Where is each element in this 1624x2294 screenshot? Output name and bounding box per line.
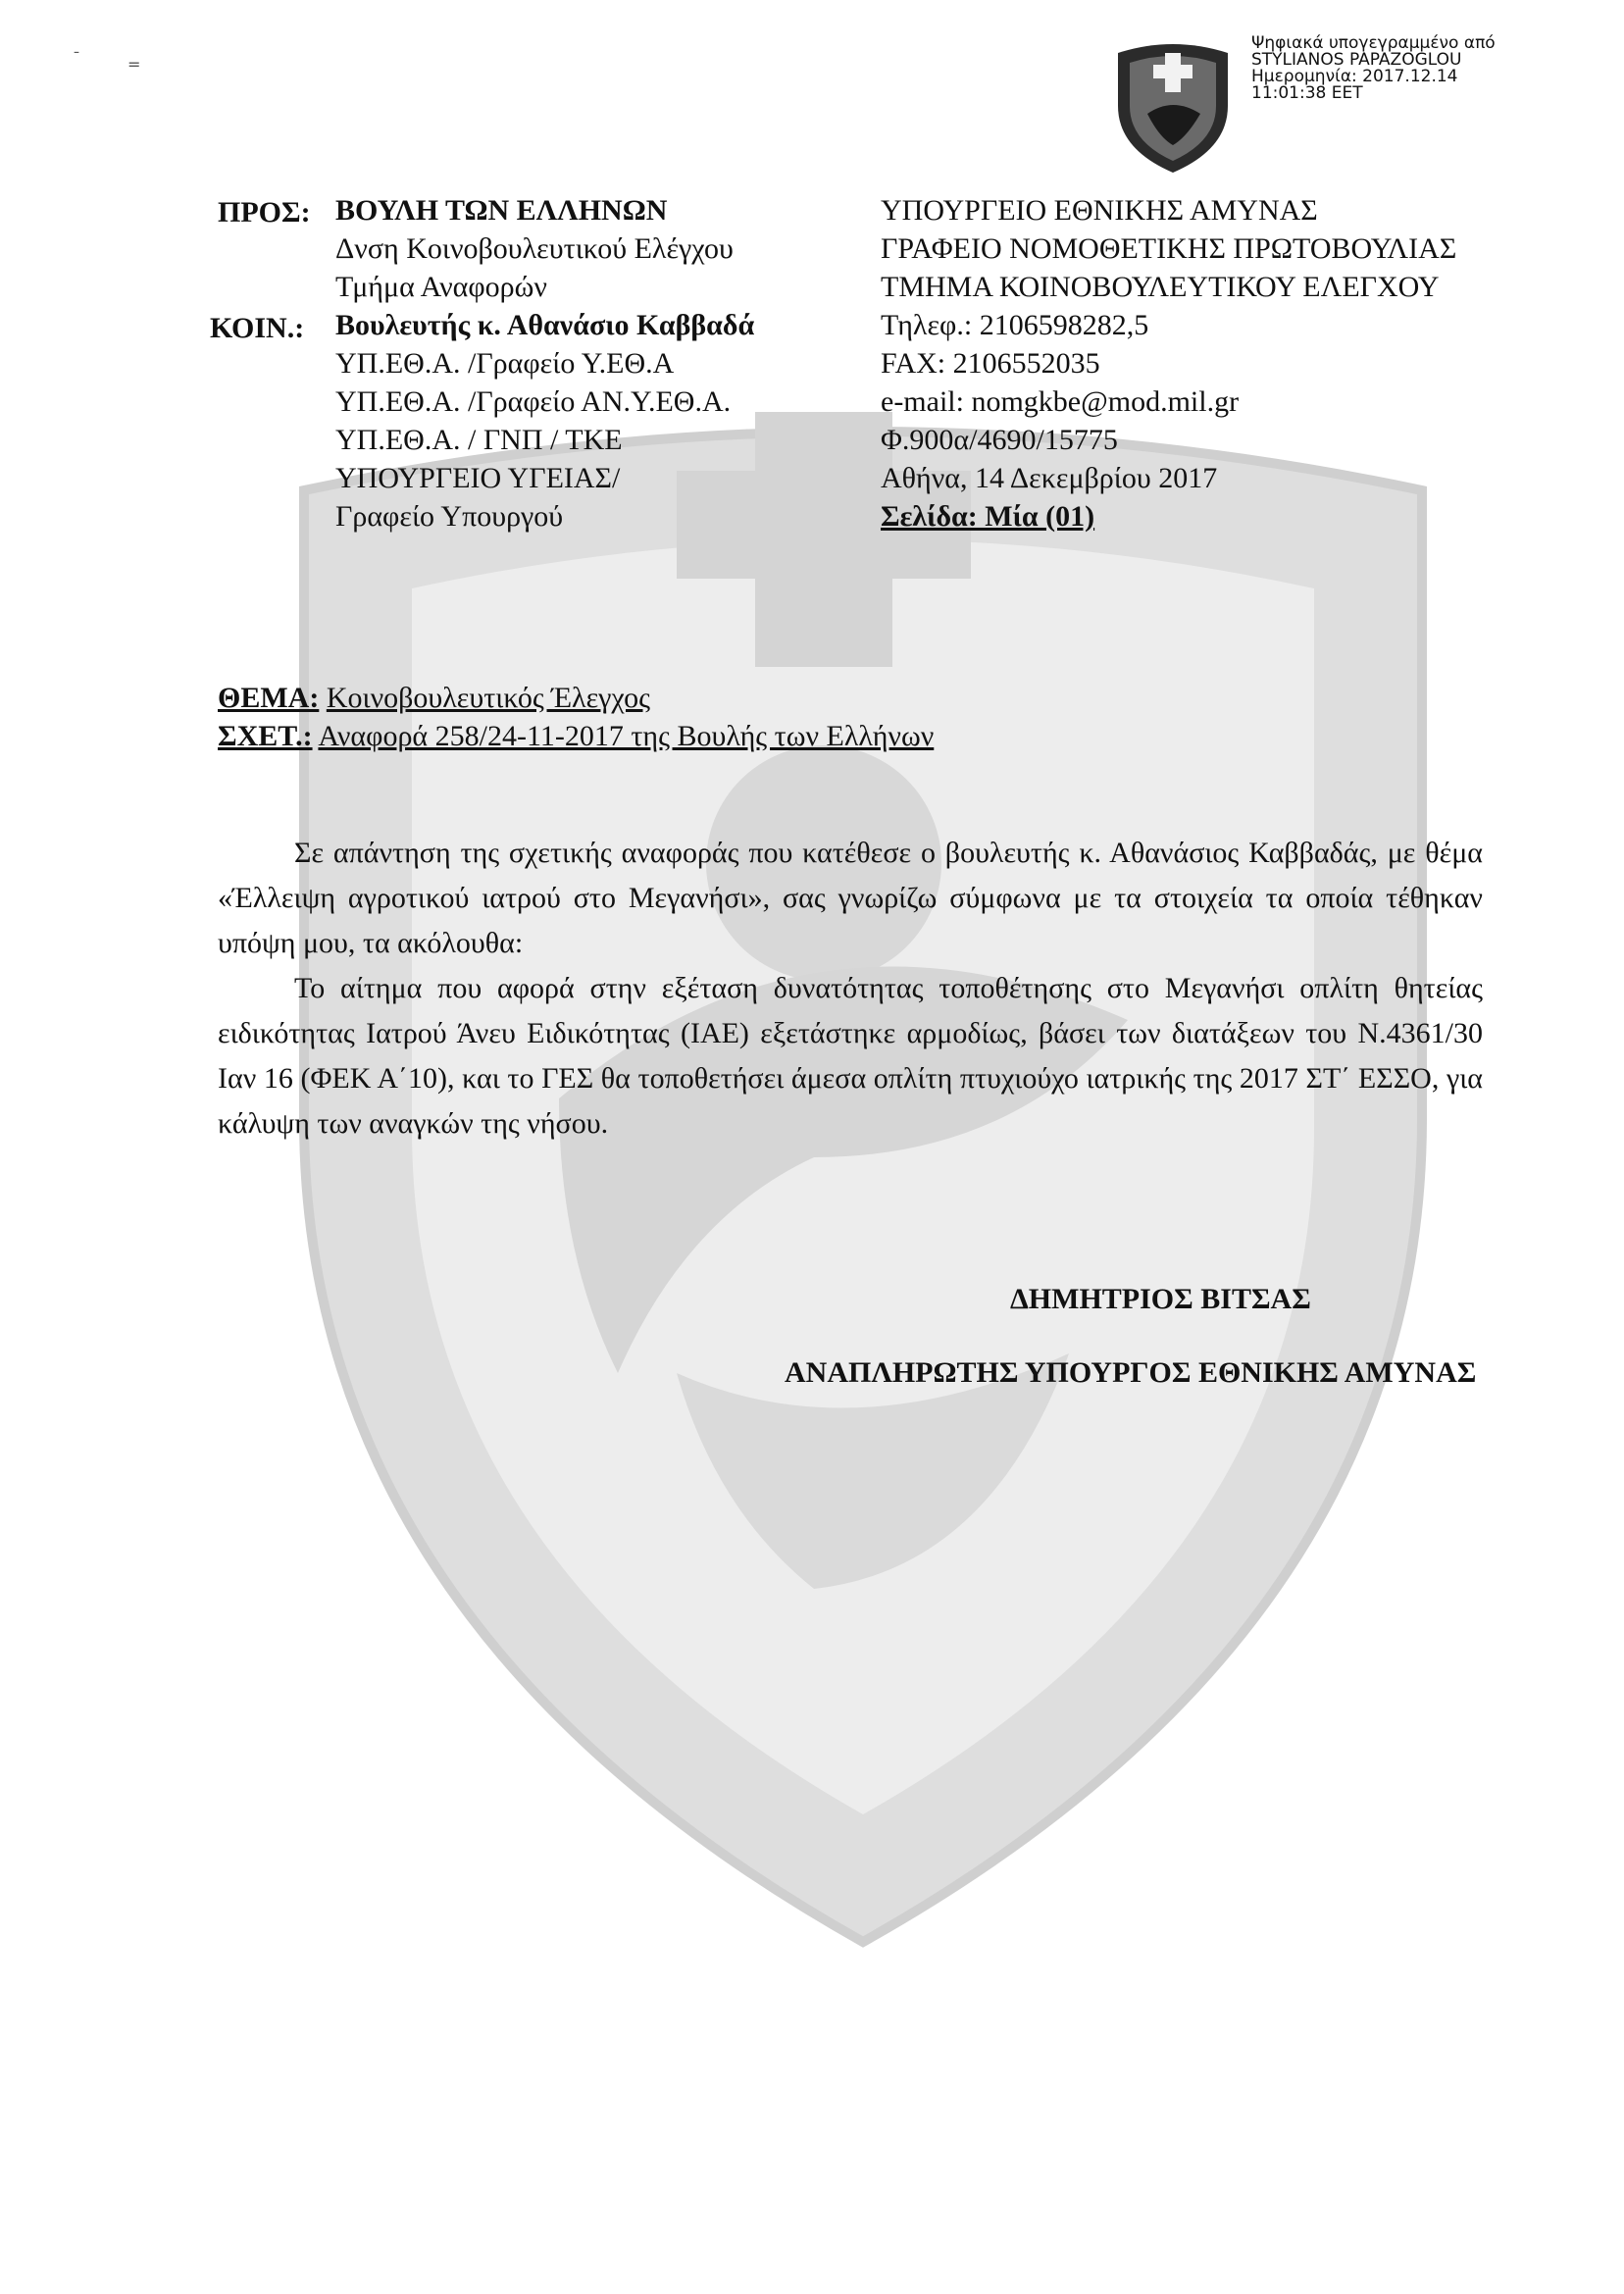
cc-line-6: Γραφείο Υπουργού xyxy=(335,500,564,533)
signature-line-3: Ημερομηνία: 2017.12.14 xyxy=(1251,67,1458,86)
body-paragraph-1: Σε απάντηση της σχετικής αναφοράς που κατέθεσε ο βουλευτής κ. Αθανάσιος Καββαδάς, με θέμα «Έλλειψη αγροτικού ιατρού στο Μεγανήσι», σας γνωρίζω σύμφωνα με τα στοιχεία τα οποία τέθηκαν υπόψη μου, τα ακόλουθα: xyxy=(218,837,1483,959)
ministry-emblem-watermark xyxy=(265,412,1461,1971)
signature-line-4: 11:01:38 EET xyxy=(1251,83,1363,103)
signature-line-1: Ψηφιακά υπογεγραμμένο από xyxy=(1251,33,1496,53)
recipients-block xyxy=(335,191,754,535)
sender-block xyxy=(881,191,1456,535)
sender-date: Αθήνα, 14 Δεκεμβρίου 2017 xyxy=(881,462,1218,494)
reference-row xyxy=(218,720,934,753)
to-label: ΠΡΟΣ: xyxy=(218,196,311,229)
sender-office: ΓΡΑΦΕΙΟ ΝΟΜΟΘΕΤΙΚΗΣ ΠΡΩΤΟΒΟΥΛΙΑΣ xyxy=(881,232,1457,265)
digital-signature-seal-icon xyxy=(1110,35,1236,175)
sender-ministry: ΥΠΟΥΡΓΕΙΟ ΕΘΝΙΚΗΣ ΑΜΥΝΑΣ xyxy=(881,194,1318,227)
cc-line-5: ΥΠΟΥΡΓΕΙΟ ΥΓΕΙΑΣ/ xyxy=(335,462,621,494)
signature-line-2: STYLIANOS PAPAZOGLOU xyxy=(1251,50,1462,70)
body-text xyxy=(218,831,1483,1147)
reference-label: ΣΧΕΤ.: xyxy=(218,720,313,752)
digital-signature-text xyxy=(1251,35,1496,102)
subject-row xyxy=(218,682,650,715)
signer-name: ΔΗΜΗΤΡΙΟΣ ΒΙΤΣΑΣ xyxy=(1010,1283,1311,1315)
cc-line-3: ΥΠ.ΕΘ.Α. /Γραφείο ΑΝ.Υ.ΕΘ.Α. xyxy=(335,385,732,418)
sender-email: e-mail: nomgkbe@mod.mil.gr xyxy=(881,385,1240,418)
cc-line-4: ΥΠ.ΕΘ.Α. / ΓΝΠ / ΤΚΕ xyxy=(335,424,623,456)
cc-label: ΚΟΙΝ.: xyxy=(210,312,305,344)
to-line-1: ΒΟΥΛΗ ΤΩΝ ΕΛΛΗΝΩΝ xyxy=(335,194,668,227)
cc-line-1: Βουλευτής κ. Αθανάσιο Καββαδά xyxy=(335,309,755,341)
subject-label: ΘΕΜΑ: xyxy=(218,682,320,714)
sender-section: ΤΜΗΜΑ ΚΟΙΝΟΒΟΥΛΕΥΤΙΚΟΥ ΕΛΕΓΧΟΥ xyxy=(881,271,1440,303)
body-paragraph-2: Το αίτημα που αφορά στην εξέταση δυνατότητας τοποθέτησης στο Μεγανήσι οπλίτη θητείας ειδικότητας Ιατρού Άνευ Ειδικότητας (ΙΑΕ) εξετάστηκε αρμοδίως, βάσει των διατάξεων του Ν.4361/30 Ιαν 16 (ΦΕΚ Α΄10), και το ΓΕΣ θα τοποθετήσει άμεσα οπλίτη πτυχιούχο ιατρικής της 2017 ΣΤ΄ ΕΣΣΟ, για κάλυψη των αναγκών της νήσου. xyxy=(218,972,1483,1140)
sender-reference: Φ.900α/4690/15775 xyxy=(881,424,1118,456)
to-line-3: Τμήμα Αναφορών xyxy=(335,271,547,303)
to-line-2: Δνση Κοινοβουλευτικού Ελέγχου xyxy=(335,232,734,265)
page-count: Σελίδα: Μία (01) xyxy=(881,500,1095,533)
sender-phone: Τηλεφ.: 2106598282,5 xyxy=(881,309,1149,341)
scan-mark-left: ¯ xyxy=(73,49,80,68)
signer-title: ΑΝΑΠΛΗΡΩΤΗΣ ΥΠΟΥΡΓΟΣ ΕΘΝΙΚΗΣ ΑΜΥΝΑΣ xyxy=(785,1356,1477,1389)
subject-value: Κοινοβουλευτικός Έλεγχος xyxy=(326,682,650,714)
scan-mark-mid: = xyxy=(127,55,141,74)
cc-line-2: ΥΠ.ΕΘ.Α. /Γραφείο Υ.ΕΘ.Α xyxy=(335,347,675,380)
reference-value: Αναφορά 258/24-11-2017 της Βουλής των Ελλήνων xyxy=(318,720,935,752)
sender-fax: FAX: 2106552035 xyxy=(881,347,1100,380)
